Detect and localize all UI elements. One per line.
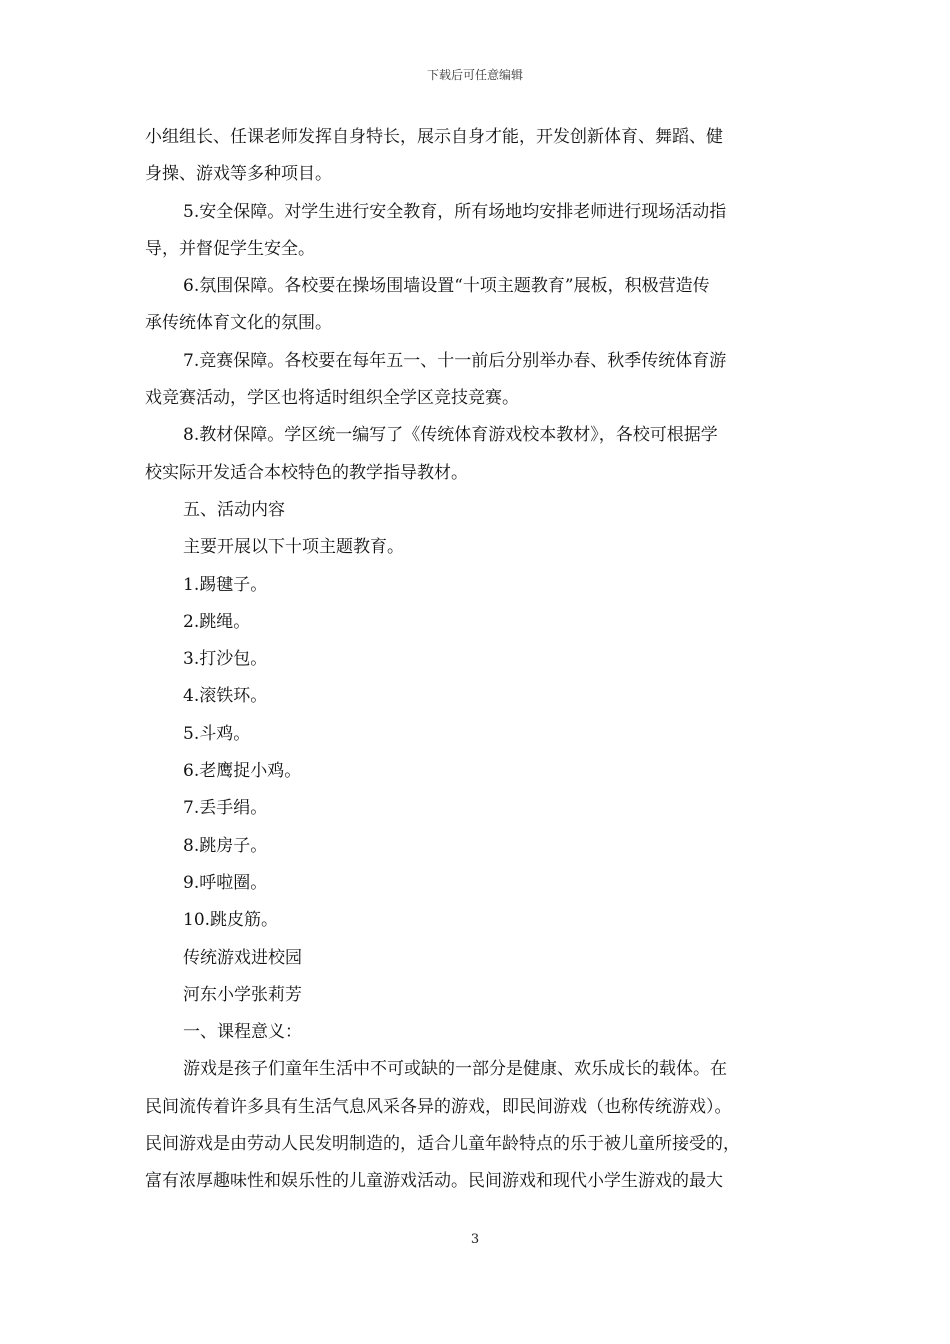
list-item: 3.打沙包。 bbox=[183, 649, 268, 670]
list-item: 7.丢手绢。 bbox=[183, 798, 268, 819]
paragraph-line: 8.教材保障。学区统一编写了《传统体育游戏校本教材》，各校可根据学 bbox=[183, 425, 718, 446]
paragraph-line: 6.氛围保障。各校要在操场围墙设置“十项主题教育”展板，积极营造传 bbox=[183, 276, 710, 297]
paragraph-line: 游戏是孩子们童年生活中不可或缺的一部分是健康、欢乐成长的载体。在 bbox=[183, 1059, 727, 1080]
list-item: 6.老鹰捉小鸡。 bbox=[183, 761, 302, 782]
paragraph-line: 7.竞赛保障。各校要在每年五一、十一前后分别举办春、秋季传统体育游 bbox=[183, 350, 727, 371]
author-line: 河东小学张莉芳 bbox=[183, 984, 302, 1005]
list-item: 10.跳皮筋。 bbox=[183, 910, 279, 931]
paragraph-line: 校实际开发适合本校特色的教学指导教材。 bbox=[145, 462, 468, 483]
list-item: 1.踢毽子。 bbox=[183, 574, 268, 595]
document-title: 传统游戏进校园 bbox=[183, 947, 302, 968]
page-header: 下载后可任意编辑 bbox=[426, 68, 523, 82]
list-item: 5.斗鸡。 bbox=[183, 723, 251, 744]
paragraph-line: 主要开展以下十项主题教育。 bbox=[183, 537, 404, 558]
list-item: 8.跳房子。 bbox=[183, 835, 268, 856]
list-item: 9.呼啦圈。 bbox=[183, 872, 268, 893]
paragraph-line: 民间游戏是由劳动人民发明制造的，适合儿童年龄特点的乐于被儿童所接受的， bbox=[145, 1134, 740, 1155]
paragraph-line: 小组组长、任课老师发挥自身特长，展示自身才能，开发创新体育、舞蹈、健 bbox=[145, 127, 723, 147]
paragraph-line: 戏竞赛活动，学区也将适时组织全学区竞技竞赛。 bbox=[145, 388, 519, 409]
section-heading: 五、活动内容 bbox=[183, 499, 285, 520]
paragraph-line: 导，并督促学生安全。 bbox=[145, 238, 315, 259]
paragraph-line: 身操、游戏等多种项目。 bbox=[145, 164, 332, 185]
paragraph-line: 富有浓厚趣味性和娱乐性的儿童游戏活动。民间游戏和现代小学生游戏的最大 bbox=[145, 1171, 723, 1192]
section-heading: 一、课程意义： bbox=[183, 1022, 302, 1043]
page-number: 3 bbox=[470, 1232, 480, 1247]
list-item: 4.滚铁环。 bbox=[183, 686, 268, 707]
paragraph-line: 5.安全保障。对学生进行安全教育，所有场地均安排老师进行现场活动指 bbox=[183, 201, 727, 222]
document-body bbox=[145, 119, 810, 1201]
paragraph-line: 承传统体育文化的氛围。 bbox=[145, 313, 332, 334]
paragraph-line: 民间流传着许多具有生活气息风采各异的游戏，即民间游戏（也称传统游戏）。 bbox=[145, 1096, 732, 1117]
list-item: 2.跳绳。 bbox=[183, 611, 251, 632]
